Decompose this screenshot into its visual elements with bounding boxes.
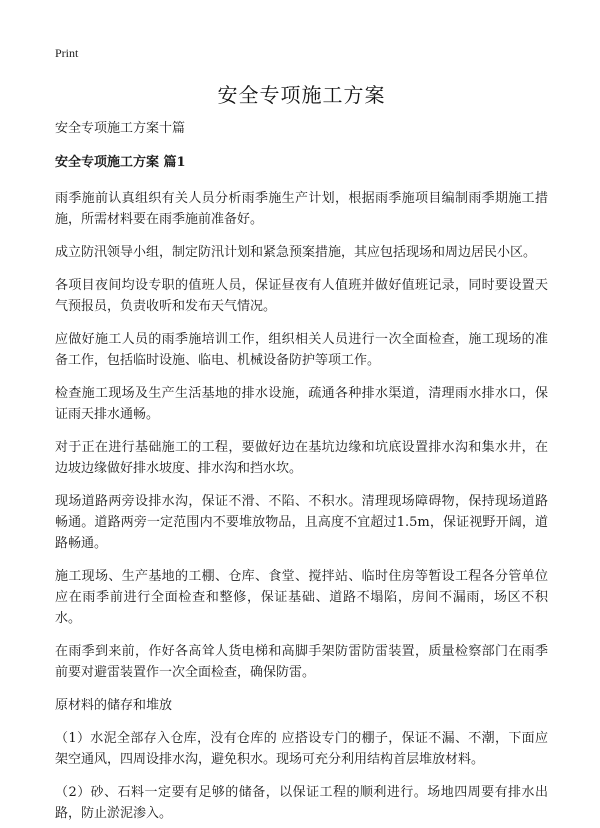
paragraph-night-duty: 各项目夜间均设专职的值班人员，保证昼夜有人值班并做好值班记录，同时要设置天气预报员，负责收听和发布天气情况。 [55,278,548,314]
document-title: 安全专项施工方案 [217,83,386,107]
print-label: Print [55,46,79,60]
section-heading: 安全专项施工方案 篇1 [55,155,186,170]
paragraph-road-drainage: 现场道路两旁设排水沟，保证不滑、不陷、不积水。清理现场障碍物，保持现场道路畅通。道路两旁一定范围内不要堆放物品，且高度不宜超过1.5m，保证视野开阔，道路畅通。 [55,494,548,551]
paragraph-sand-gravel-storage: （2）砂、石料一定要有足够的储备，以保证工程的顺利进行。场地四周要有排水出路，防止淤泥渗入。 [55,785,548,821]
paragraph-lightning-protection: 在雨季到来前，作好各高耸人货电梯和高脚手架防雷防雷装置，质量检察部门在雨季前要对避雷装置作一次全面检查，确保防雷。 [55,644,548,680]
paragraph-materials-heading: 原材料的储存和堆放 [55,698,173,713]
paragraph-training-inspection: 应做好施工人员的雨季施培训工作，组织相关人员进行一次全面检查，施工现场的准备工作，包括临时设施、临电、机械设备防护等项工作。 [55,332,548,368]
paragraph-cement-storage: （1）水泥全部存入仓库，没有仓库的 应搭设专门的棚子，保证不漏、不潮，下面应架空通风，四周设排水沟，避免积水。现场可充分利用结构首层堆放材料。 [55,731,548,767]
paragraph-rainy-season-plan: 雨季施前认真组织有关人员分析雨季施生产计划，根据雨季施项目编制雨季期施工措施，所需材料要在雨季施前准备好。 [55,191,548,227]
document-subtitle: 安全专项施工方案十篇 [55,121,186,136]
paragraph-drainage-check: 检查施工现场及生产生活基地的排水设施，疏通各种排水渠道，清理雨水排水口，保证雨天排水通畅。 [55,386,548,422]
paragraph-foundation-drainage: 对于正在进行基础施工的工程，要做好边在基坑边缘和坑底设置排水沟和集水井，在边坡边缘做好排水坡度、排水沟和挡水坎。 [55,440,548,476]
paragraph-temporary-facilities: 施工现场、生产基地的工棚、仓库、食堂、搅拌站、临时住房等暂设工程各分管单位应在雨季前进行全面检查和整修，保证基础、道路不塌陷，房间不漏雨，场区不积水。 [55,569,548,626]
paragraph-flood-control-team: 成立防汛领导小组，制定防汛计划和紧急预案措施，其应包括现场和周边居民小区。 [55,245,537,260]
